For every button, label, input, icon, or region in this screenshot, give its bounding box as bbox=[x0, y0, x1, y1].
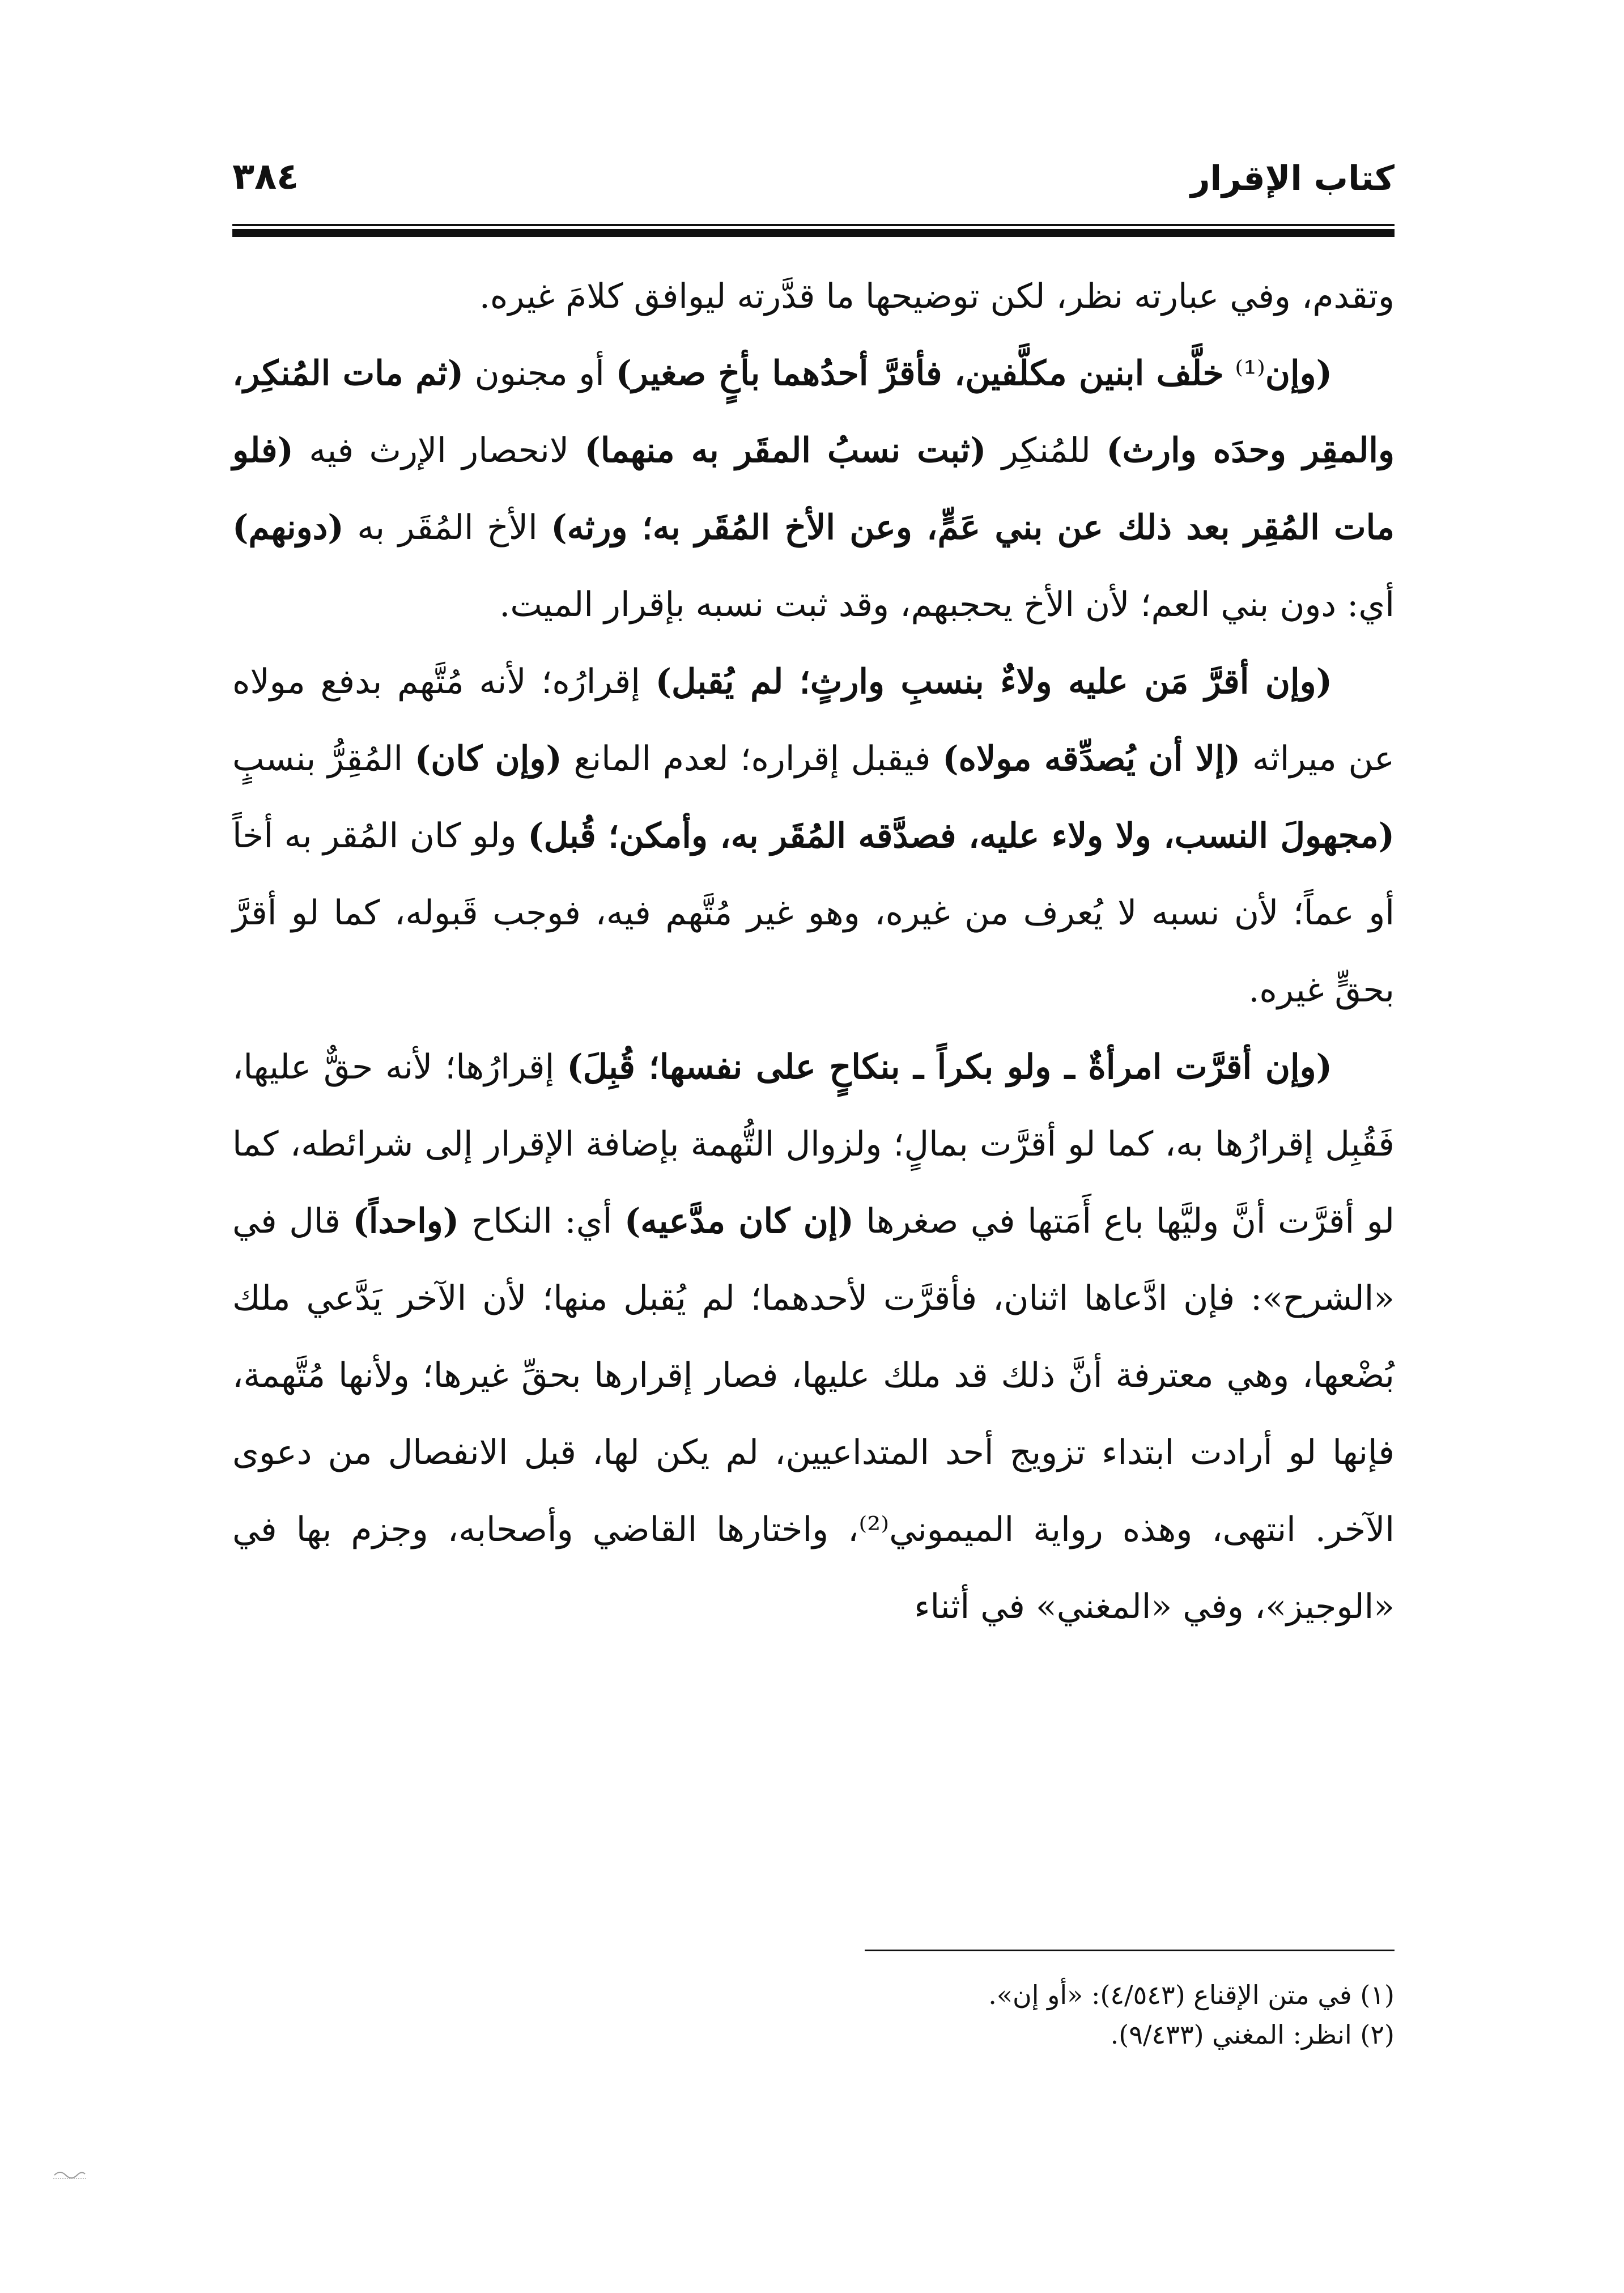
sharh-text: قال في «الشرح»: فإن ادَّعاها اثنان، فأقرَّت لأحدهما؛ لم يُقبل منها؛ لأن الآخر يَدَّعي ملك بُضْعها، وهي معترفة أنَّ ذلك قد ملك عليها، فصار إقرارها بحقِّ غيرها؛ ولأنها مُتَّهمة، فإنها لو أرادت ابتداء تزويج أحد المتداعيين، لم يكن لها، قبل الانفصال من دعوى الآخر. انتهى، وهذه رواية الميموني⁽²⁾، واختارها القاضي وأصحابه، وجزم بها في «الوجيز»، وفي «المغني» في أثناء bbox=[232, 1201, 1395, 1627]
matn-text: (فلو مات المُقِر بعد ذلك عن بني عَمٍّ، وعن الأخ المُقَر به؛ ورثه) bbox=[232, 431, 1395, 547]
main-text bbox=[232, 258, 1395, 1645]
page-header bbox=[232, 153, 1395, 210]
matn-text: (وإن bbox=[1265, 354, 1332, 393]
sharh-text: أو مجنون bbox=[464, 354, 616, 393]
paragraph-3 bbox=[232, 643, 1395, 1029]
sharh-text: إقرارُها؛ لأنه حقٌّ عليها، فَقُبِل إقرارُها به، كما لو أقرَّت بمالٍ؛ ولزوال التُّهمة بإضافة الإقرار إلى شرائطه، كما لو أقرَّت أنَّ وليَّها باع أَمَتها في صغرها bbox=[232, 1047, 1395, 1241]
matn-text: (إلا أن يُصدِّقه مولاه) bbox=[942, 739, 1241, 779]
matn-text: (مجهولَ النسب، ولا ولاء عليه، فصدَّقه المُقَر به، وأمكن؛ قُبل) bbox=[528, 816, 1395, 856]
sharh-text: ⁽¹⁾ bbox=[1223, 354, 1265, 393]
sharh-text: ولو كان المُقر به أخاً أو عماً؛ لأن نسبه لا يُعرف من غيره، وهو غير مُتَّهم فيه، فوجب قَبوله، كما لو أقرَّ بحقٍّ غيره. bbox=[232, 816, 1395, 1010]
footnote-rule bbox=[865, 1950, 1395, 1951]
sharh-text: إقرارُه؛ لأنه مُتَّهم بدفع مولاه عن ميراثه bbox=[232, 662, 1395, 779]
sharh-text: أي: دون بني العم؛ لأن الأخ يحجبهم، وقد ثبت نسبه بإقرار الميت. bbox=[499, 585, 1395, 625]
sharh-text: المُقِرُّ بنسبٍ bbox=[232, 739, 415, 779]
footnote-1: (١) في متن الإقناع (٤/٥٤٣): «أو إن». bbox=[988, 1980, 1395, 2010]
paragraph-2 bbox=[232, 335, 1395, 643]
matn-text: (دونهم) bbox=[232, 508, 344, 547]
page-number: ٣٨٤ bbox=[232, 156, 299, 198]
sharh-text: للمُنكِر bbox=[986, 431, 1107, 470]
matn-text: (ثبت نسبُ المقَر به منهما) bbox=[584, 431, 987, 470]
sharh-text: الأخ المُقَر به bbox=[343, 508, 551, 547]
paragraph-1: وتقدم، وفي عبارته نظر، لكن توضيحها ما قدَّرته ليوافق كلامَ غيره. bbox=[479, 277, 1395, 316]
scan-watermark-mark bbox=[50, 2166, 90, 2182]
matn-text: (إن كان مدَّعيه) bbox=[624, 1201, 854, 1241]
header-rule bbox=[232, 224, 1395, 239]
sharh-text: لانحصار الإرث فيه bbox=[293, 431, 585, 470]
paragraph-4 bbox=[232, 1029, 1395, 1645]
matn-text: خلَّف ابنين مكلَّفين، فأقرَّ أحدُهما بأخٍ صغير) bbox=[615, 354, 1224, 393]
matn-text: (واحداً) bbox=[352, 1201, 460, 1241]
chapter-title: كتاب الإقرار bbox=[1190, 159, 1395, 198]
matn-text: (ثم مات المُنكِر، والمقِر وحدَه وارث) bbox=[232, 354, 1395, 470]
footnotes bbox=[232, 1975, 1395, 2054]
matn-text: (وإن كان) bbox=[414, 739, 562, 779]
sharh-text: فيقبل إقراره؛ لعدم المانع bbox=[562, 739, 943, 779]
sharh-text: أي: النكاح bbox=[459, 1201, 624, 1241]
matn-text: (وإن أقرَّ مَن عليه ولاءٌ بنسبِ وارثٍ؛ لم يُقبل) bbox=[655, 662, 1332, 702]
matn-text: (وإن أقرَّت امرأةٌ ـ ولو بكراً ـ بنكاحٍ على نفسها؛ قُبِلَ) bbox=[567, 1047, 1333, 1087]
footnote-2: (٢) انظر: المغني (٩/٤٣٣). bbox=[1110, 2019, 1395, 2050]
